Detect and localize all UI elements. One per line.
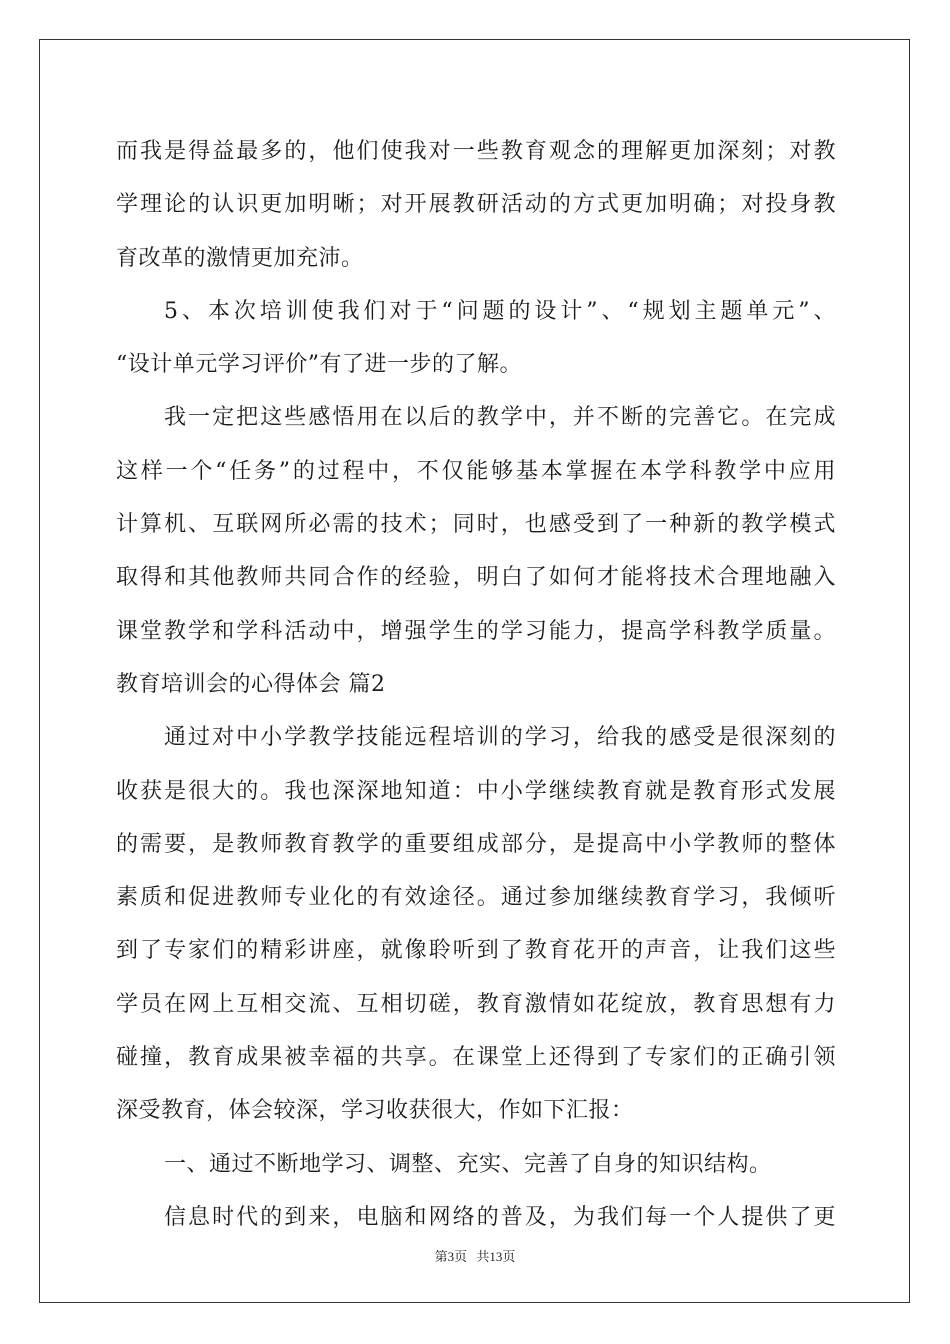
text-line: 一、通过不断地学习、调整、充实、完善了自身的知识结构。: [164, 1151, 772, 1177]
text-line: “设计单元学习评价”有了进一步的了解。: [116, 352, 522, 378]
document-body: [116, 125, 836, 1244]
text-line: 到了专家们的精彩讲座，就像聆听到了教育花开的声音，让我们这些: [116, 938, 836, 964]
text-line: 计算机、互联网所必需的技术；同时，也感受到了一种新的教学模式: [116, 512, 836, 538]
page-total: 共13页: [476, 1249, 516, 1264]
text-line: 信息时代的到来，电脑和网络的普及，为我们每一个人提供了更: [164, 1204, 836, 1230]
section-heading: 教育培训会的心得体会 篇2: [116, 671, 386, 697]
page-number: 第3页: [434, 1249, 468, 1264]
text-line: 育改革的激情更加充沛。: [116, 245, 364, 271]
text-line: 碰撞，教育成果被幸福的共享。在课堂上还得到了专家们的正确引领: [116, 1045, 836, 1071]
text-line: 学员在网上互相交流、互相切磋，教育激情如花绽放，教育思想有力: [116, 991, 836, 1017]
text-line: 通过对中小学教学技能远程培训的学习，给我的感受是很深刻的: [164, 725, 836, 751]
text-line: 的需要，是教师教育教学的重要组成部分，是提高中小学教师的整体: [116, 831, 836, 857]
text-line: 我一定把这些感悟用在以后的教学中，并不断的完善它。在完成: [164, 405, 836, 431]
text-line: 课堂教学和学科活动中，增强学生的学习能力，提高学科教学质量。: [116, 618, 836, 644]
text-line: 收获是很大的。我也深深地知道：中小学继续教育就是教育形式发展: [116, 778, 836, 804]
text-line: 而我是得益最多的，他们使我对一些教育观念的理解更加深刻；对教: [116, 139, 836, 164]
text-line: 取得和其他教师共同合作的经验，明白了如何才能将技术合理地融入: [116, 565, 836, 591]
text-line: 素质和促进教师专业化的有效途径。通过参加继续教育学习，我倾听: [116, 885, 836, 911]
page-footer: [0, 1246, 950, 1265]
text-line: 5、本次培训使我们对于“问题的设计”、“规划主题单元”、: [164, 298, 836, 324]
text-line: 深受教育，体会较深，学习收获很大，作如下汇报：: [116, 1098, 634, 1124]
text-line: 学理论的认识更加明晰；对开展教研活动的方式更加明确；对投身教: [116, 192, 836, 218]
text-line: 这样一个“任务”的过程中，不仅能够基本掌握在本学科教学中应用: [116, 458, 836, 484]
